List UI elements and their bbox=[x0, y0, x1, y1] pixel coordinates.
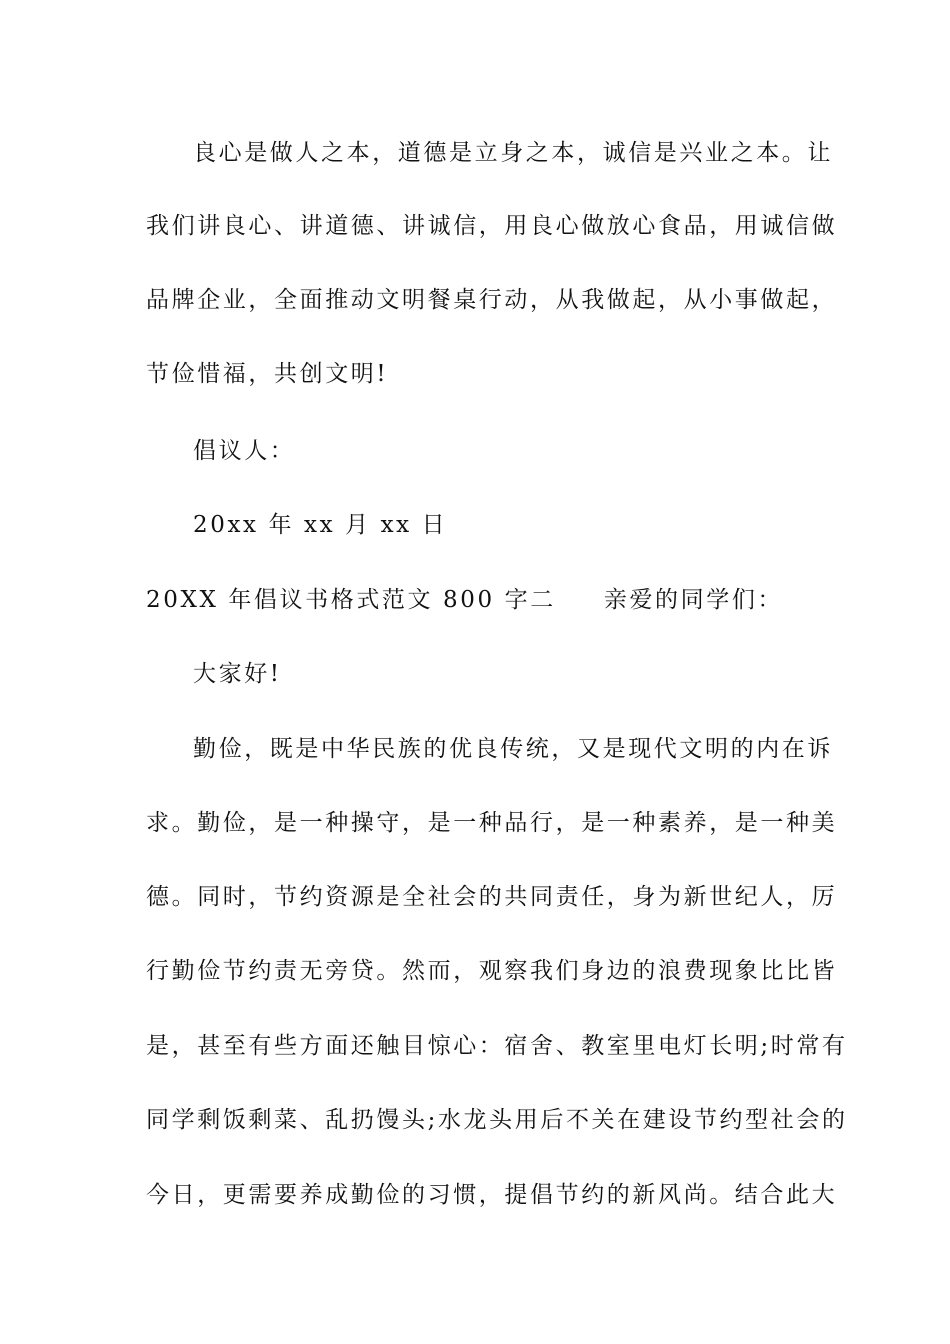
section-heading bbox=[146, 585, 816, 615]
paragraph-line: 行勤俭节约责无旁贷。然而，观察我们身边的浪费现象比比皆 bbox=[146, 958, 838, 984]
section-title: 20XX 年倡议书格式范文 800 字二 bbox=[146, 587, 556, 613]
paragraph-line: 今日，更需要养成勤俭的习惯，提倡节约的新风尚。结合此大 bbox=[146, 1182, 838, 1208]
greeting-line: 大家好! bbox=[193, 661, 282, 687]
paragraph-line: 我们讲良心、讲道德、讲诚信，用良心做放心食品，用诚信做 bbox=[146, 213, 838, 239]
paragraph-line: 求。勤俭，是一种操守，是一种品行，是一种素养，是一种美 bbox=[146, 810, 838, 836]
paragraph-line: 品牌企业，全面推动文明餐桌行动，从我做起，从小事做起， bbox=[146, 287, 838, 313]
paragraph-line: 良心是做人之本，道德是立身之本，诚信是兴业之本。让 bbox=[193, 140, 833, 166]
date-line: 20xx 年 xx 月 xx 日 bbox=[193, 512, 448, 538]
proposer-label: 倡议人： bbox=[193, 438, 296, 464]
paragraph-line: 是，甚至有些方面还触目惊心：宿舍、教室里电灯长明;时常有 bbox=[146, 1033, 848, 1059]
paragraph-line: 勤俭，既是中华民族的优良传统，又是现代文明的内在诉 bbox=[193, 736, 833, 762]
paragraph-line: 节俭惜福，共创文明! bbox=[146, 361, 389, 387]
paragraph-line: 德。同时，节约资源是全社会的共同责任，身为新世纪人，厉 bbox=[146, 884, 838, 910]
salutation: 亲爱的同学们： bbox=[603, 587, 784, 613]
paragraph-line: 同学剩饭剩菜、乱扔馒头;水龙头用后不关在建设节约型社会的 bbox=[146, 1107, 848, 1133]
